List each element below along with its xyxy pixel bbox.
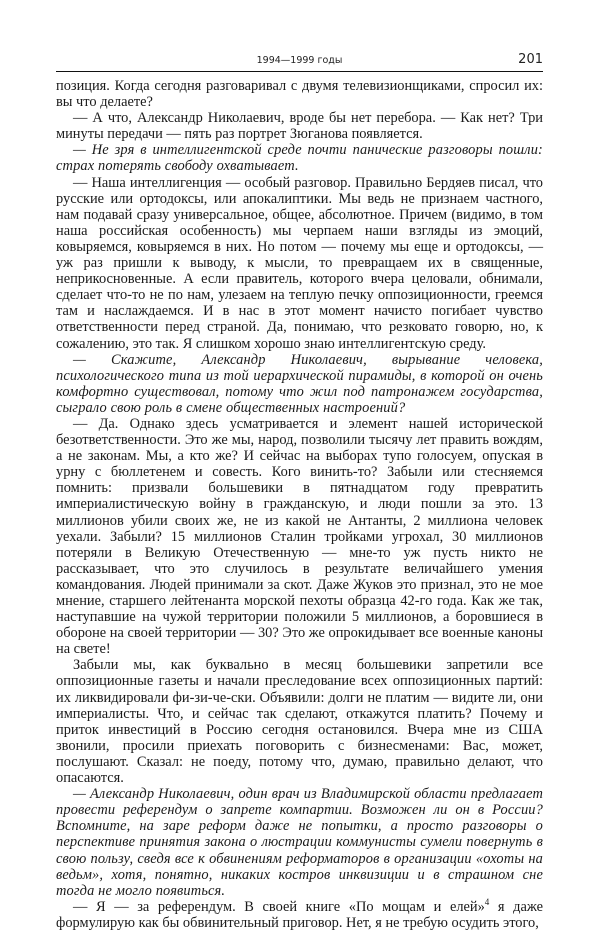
paragraph-question: — Александр Николаевич, один врач из Владимирской области предлагает провести референдум о запрете компартии. Возможен ли он в России? Вспомните, на заре реформ даже не попытки, а просто разговоры о перспективе принятия закона о люстрации коммунисты сумели повернуть в свою пользу, сведя все к обвинениям реформаторов в организации «охоты на ведьм», хотя, понятно, никаких костров инквизиции и в страшном сне тогда не могло появиться. bbox=[56, 786, 543, 899]
paragraph-text: я даже формулирую как бы обвинительный приговор. Нет, я не требую осудить этого, bbox=[56, 898, 543, 931]
footnote-reference[interactable]: 4 bbox=[484, 896, 490, 907]
paragraph-answer: позиция. Когда сегодня разговаривал с двумя телевизионщиками, спросил их: вы что делаете? bbox=[56, 78, 543, 111]
paragraph-answer: — А что, Александр Николаевич, вроде бы нет перебора. — Как нет? Три минуты передачи — пять раз портрет Зюганова появляется. bbox=[56, 110, 543, 143]
paragraph-question: — Скажите, Александр Николаевич, вырывание человека, психологического типа из той иерархической пирамиды, в которой он очень комфортно существовал, потому что жил под патронажем государства, сыграло свою роль в смене общественных настроений? bbox=[56, 351, 543, 416]
page-number: 201 bbox=[518, 52, 543, 67]
running-header bbox=[56, 52, 543, 72]
paragraph-question: — Не зря в интеллигентской среде почти панические разговоры пошли: страх потерять свободу охватывает. bbox=[56, 142, 543, 175]
paragraph-answer: — Да. Однако здесь усматривается и элемент нашей исторической безответственности. Это же мы, народ, позволили тысячу лет править вождям, а не законам. Мы, а кто же? И сейчас на выборах тупо голосуем, опуская в урну с бюллетенем и совесть. Кого винить-то? Забыли или стесняемся помнить: призвали большевики в пятнадцатом году превратить империалистическую войну в гражданскую, и люди пошли за это. 13 миллионов убили своих же, не из какой не Антанты, 2 миллиона человек уехали. Забыли? 15 миллионов Сталин тройками угрохал, 30 миллионов потеряли в Великую Отечественную — мне-то уж пусть никто не рассказывает, что это случилось в результате величайшего умения командования. Людей принимали за скот. Даже Жуков это признал, это не мое мнение, старшего лейтенанта морской пехоты образца 42-го года. Как же так, наступавшие на чужой территории положили 5 миллионов, а боровшиеся в обороне на своей территории — 30? Это же опрокидывает все военные каноны на свете! bbox=[56, 415, 543, 658]
running-title: 1994—1999 годы bbox=[256, 55, 343, 66]
paragraph-answer: Забыли мы, как буквально в месяц большевики запретили все оппозиционные газеты и начали преследование всех оппозиционных партий: их ликвидировали фи-зи-че-ски. Объявили: долги не платим — видите ли, они империалисты. Что, и сейчас так сделают, откажутся платить? Почему и приток инвестиций в Россию сегодня остановился. Вчера мне из США звонили, просили приехать поговорить с бизнесменами: Вас, может, послушают. Сказал: не поеду, потому что, думаю, правильно делают, что опасаются. bbox=[56, 657, 543, 787]
book-page bbox=[56, 52, 543, 931]
paragraph-answer bbox=[56, 896, 543, 931]
paragraph-text: — Я — за референдум. В своей книге «По мощам и елей» bbox=[73, 898, 485, 915]
paragraph-answer: — Наша интеллигенция — особый разговор. Правильно Бердяев писал, что русские или ортодоксы, или апокалиптики. Мы ведь не признаем частного, нам подавай сразу универсальное, общее, абсолютное. Причем (видимо, в том наша российская особенность) мы черпаем наши взгляды из эмоций, ковыряемся, ковыряемся в них. Но потом — почему мы еще и ортодоксы, — уж раз пришли к выводу, к мысли, то превращаем их в священные, неприкосновенные. А если правитель, которого вчера целовали, обнимали, сделает что-то не по нам, улезаем на теплую печку оппозиционности, греемся там и наслаждаемся. И в нас в этот момент начисто погибает чувство ответственности перед страной. Да, понимаю, что резковато говорю, но, к сожалению, это так. Я слишком хорошо знаю интеллигентскую среду. bbox=[56, 174, 543, 352]
page-body bbox=[56, 78, 543, 931]
